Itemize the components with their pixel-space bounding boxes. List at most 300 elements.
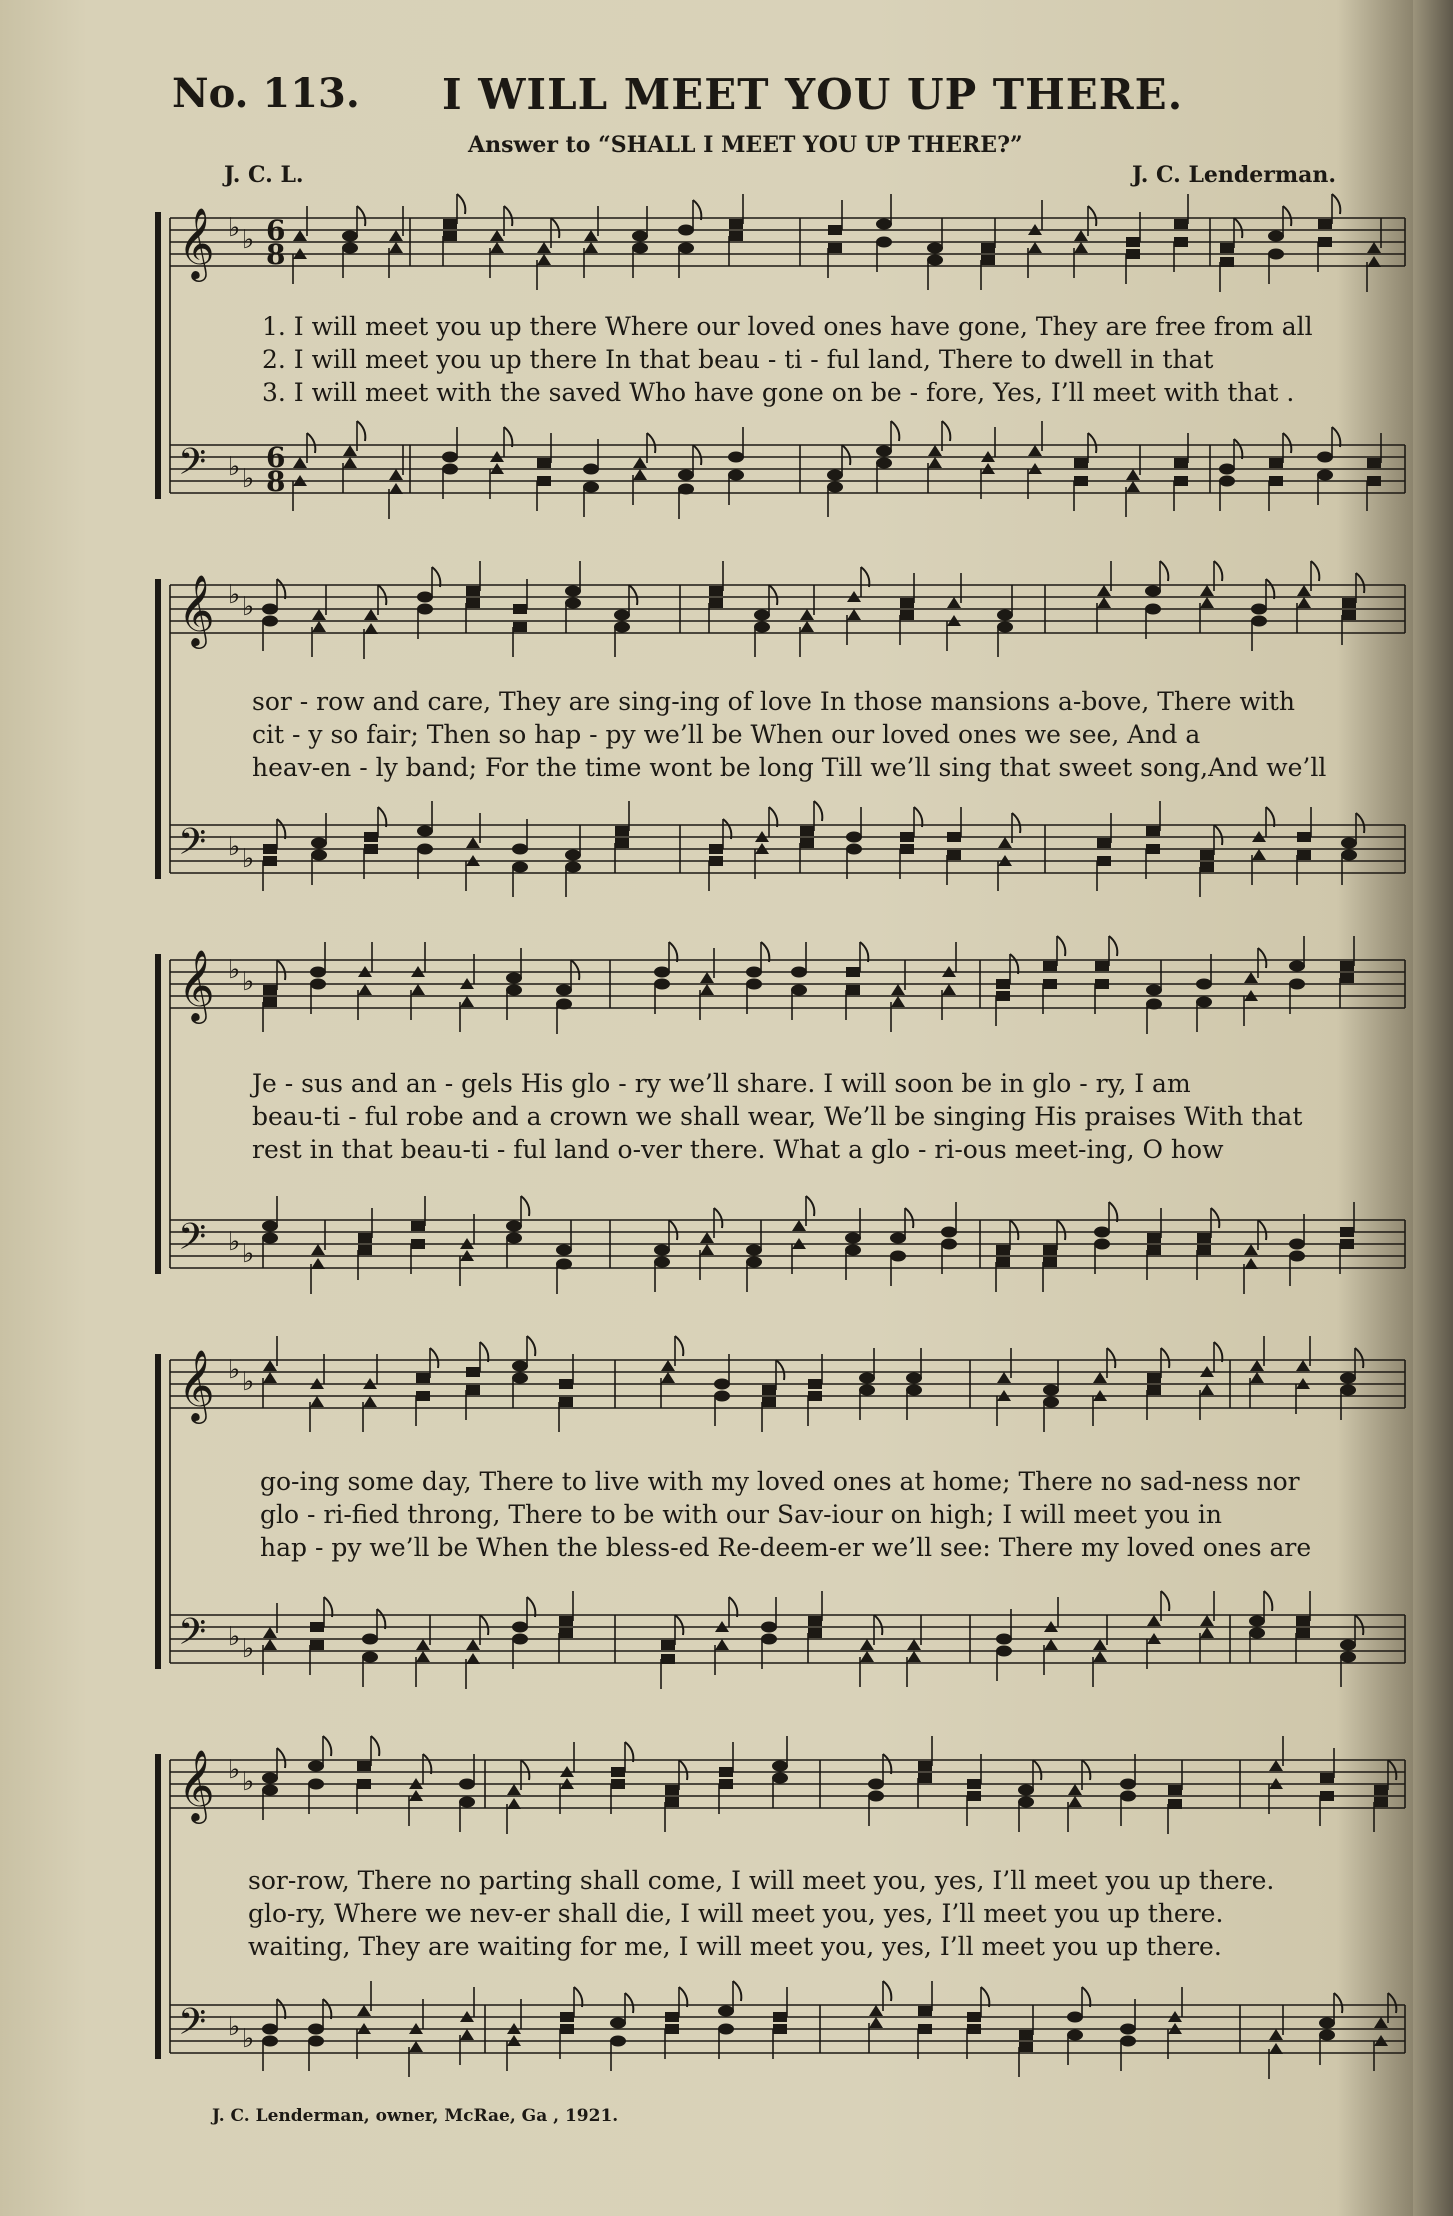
lyric-verse-2: beau-ti - ful robe and a crown we shall wear, We’ll be singing His praises With that	[252, 1102, 1303, 1131]
shape-note-head	[678, 484, 694, 495]
shape-note-head	[1120, 1779, 1136, 1790]
shape-note-head	[1126, 249, 1140, 259]
shape-note-head	[654, 1245, 670, 1256]
shape-note-head	[565, 598, 581, 609]
shape-note-head	[466, 1639, 480, 1650]
shape-note-head	[583, 464, 599, 475]
shape-note-head	[996, 1257, 1010, 1267]
shape-note-head	[583, 482, 599, 493]
shape-note-head	[1097, 856, 1111, 866]
lyrics-system-3	[252, 1067, 1302, 1166]
note-flag	[277, 1748, 285, 1768]
shape-note-head	[1200, 585, 1214, 596]
note-flag	[480, 1342, 488, 1362]
shape-note-head	[442, 464, 458, 475]
shape-note-head	[1251, 604, 1267, 615]
note-flag	[1356, 813, 1364, 833]
shape-note-head	[1319, 2018, 1335, 2029]
note-flag	[307, 433, 315, 453]
shape-note-head	[311, 850, 327, 861]
shape-note-head	[409, 2041, 423, 2052]
shape-note-head	[1019, 2030, 1033, 2040]
shape-note-head	[967, 2024, 981, 2034]
shape-note-head	[262, 2024, 278, 2035]
note-flag	[891, 421, 899, 441]
shape-note-head	[808, 1616, 822, 1626]
shape-note-head	[846, 985, 860, 995]
note-flag	[1088, 206, 1096, 226]
note-flag	[1388, 1760, 1396, 1780]
shape-note-head	[900, 832, 914, 842]
shape-note-head	[263, 1360, 277, 1371]
flat-sign: ♭	[228, 213, 241, 243]
shape-note-head	[358, 1245, 372, 1255]
shape-note-head	[537, 254, 551, 265]
note-flag	[1332, 194, 1340, 214]
hymn-number: No. 113.	[172, 70, 360, 117]
shape-note-head	[1043, 1257, 1057, 1267]
note-flag	[371, 1736, 379, 1756]
copyright-footer: J. C. Lenderman, owner, McRae, Ga , 1921.	[212, 2106, 619, 2126]
lyrics-system-1	[262, 310, 1313, 409]
shape-note-head	[1120, 2024, 1136, 2035]
shape-note-head	[614, 610, 630, 621]
shape-note-head	[661, 1654, 675, 1664]
shape-note-head	[1269, 458, 1283, 468]
shape-note-head	[665, 1797, 679, 1807]
shape-note-head	[1043, 1397, 1059, 1408]
bass-clef: 𝄢	[178, 2001, 207, 2052]
shape-note-head	[1219, 464, 1235, 475]
shape-note-head	[700, 1232, 714, 1243]
shape-note-head	[311, 838, 327, 849]
shape-note-head	[459, 1797, 475, 1808]
shape-note-head	[869, 2017, 883, 2028]
flat-sign: ♭	[242, 2024, 255, 2054]
note-flag	[1214, 825, 1222, 845]
note-flag	[1161, 1348, 1169, 1368]
note-flag	[430, 1348, 438, 1368]
shape-note-head	[791, 985, 807, 996]
shape-note-head	[1249, 1628, 1265, 1639]
shape-note-head	[559, 1379, 573, 1389]
lyric-verse-2: glo - ri-fied throng, There to be with our Sav-iour on high; I will meet you in	[260, 1500, 1223, 1529]
time-signature-top: 6	[266, 214, 286, 247]
note-flag	[776, 1360, 784, 1380]
shape-note-head	[310, 1396, 324, 1407]
flat-sign: ♭	[228, 955, 241, 985]
note-flag	[277, 1999, 285, 2019]
shape-note-head	[1342, 610, 1356, 620]
shape-note-head	[1094, 1239, 1110, 1250]
shape-note-head	[729, 231, 743, 241]
shape-note-head	[411, 1239, 425, 1249]
shape-note-head	[262, 604, 278, 615]
shape-note-head	[1220, 257, 1234, 267]
shape-note-head	[565, 586, 581, 597]
flat-sign: ♭	[242, 1767, 255, 1797]
note-flag	[679, 1987, 687, 2007]
note-flag	[1355, 1615, 1363, 1635]
shape-note-head	[1244, 972, 1258, 983]
shape-note-head	[611, 1779, 625, 1789]
shape-note-head	[1268, 249, 1284, 260]
note-flag	[324, 1597, 332, 1617]
note-flag	[423, 1754, 431, 1774]
shape-note-head	[1043, 1385, 1059, 1396]
shape-note-head	[343, 457, 357, 468]
shape-note-head	[1297, 597, 1311, 608]
shape-note-head	[918, 1761, 932, 1771]
shape-note-head	[512, 1634, 528, 1645]
shape-note-head	[364, 609, 378, 620]
shape-note-head	[1120, 2036, 1136, 2047]
shape-note-head	[363, 1396, 377, 1407]
shape-note-head	[1340, 1652, 1356, 1663]
note-flag	[693, 445, 701, 465]
shape-note-head	[860, 1639, 874, 1650]
shape-note-head	[262, 1221, 278, 1232]
shape-note-head	[1067, 2030, 1083, 2041]
shape-note-head	[1043, 1245, 1057, 1255]
shape-note-head	[357, 1779, 371, 1789]
bass-clef: 𝄢	[178, 441, 207, 492]
note-flag	[521, 1760, 529, 1780]
shape-note-head	[389, 469, 403, 480]
shape-note-head	[967, 1779, 981, 1789]
shape-note-head	[729, 219, 743, 229]
lyric-verse-1: 1. I will meet you up there Where our loved ones have gone, They are free from all	[262, 312, 1313, 341]
shape-note-head	[584, 230, 598, 241]
shape-note-head	[1289, 1251, 1305, 1262]
treble-clef: 𝄞	[178, 573, 215, 646]
shape-note-head	[947, 597, 961, 608]
shape-note-head	[1126, 481, 1140, 492]
shape-note-head	[746, 1245, 762, 1256]
shape-note-head	[791, 967, 807, 978]
treble-clef: 𝄞	[178, 1748, 215, 1821]
note-flag	[457, 194, 465, 214]
shape-note-head	[941, 1239, 957, 1250]
shape-note-head	[918, 2024, 932, 2034]
note-flag	[527, 1597, 535, 1617]
shape-note-head	[1028, 242, 1042, 253]
shape-note-head	[1244, 1244, 1258, 1255]
shape-note-head	[918, 1773, 932, 1783]
shape-note-head	[890, 1233, 906, 1244]
shape-note-head	[859, 1373, 875, 1384]
shape-note-head	[416, 1651, 430, 1662]
shape-note-head	[1196, 997, 1212, 1008]
time-signature-bottom: 8	[266, 238, 286, 271]
shape-note-head	[714, 1379, 730, 1390]
shape-note-head	[1145, 604, 1161, 615]
note-flag	[323, 1999, 331, 2019]
shape-note-head	[678, 243, 694, 254]
shape-note-head	[654, 967, 670, 978]
shape-note-head	[364, 623, 378, 634]
shape-note-head	[1147, 1385, 1161, 1395]
shape-note-head	[1340, 1373, 1356, 1384]
shape-note-head	[263, 856, 277, 866]
note-flag	[1332, 427, 1340, 447]
shape-note-head	[654, 979, 670, 990]
flat-sign: ♭	[242, 1634, 255, 1664]
shape-note-head	[728, 470, 744, 481]
note-flag	[1033, 1760, 1041, 1780]
shape-note-head	[1297, 832, 1311, 842]
shape-note-head	[512, 1373, 528, 1384]
shape-note-head	[611, 1767, 625, 1777]
note-flag	[1082, 1987, 1090, 2007]
shape-note-head	[947, 850, 961, 860]
shape-note-head	[1289, 979, 1305, 990]
shape-note-head	[719, 1779, 733, 1789]
flat-sign: ♭	[242, 1239, 255, 1269]
flat-sign: ♭	[242, 225, 255, 255]
shape-note-head	[808, 1628, 822, 1638]
flat-sign: ♭	[242, 592, 255, 622]
shape-note-head	[466, 1653, 480, 1664]
bass-clef: 𝄢	[178, 1216, 207, 1267]
shape-note-head	[661, 1640, 675, 1650]
shape-note-head	[556, 1245, 572, 1256]
shape-note-head	[1318, 219, 1332, 229]
shape-note-head	[1018, 1785, 1034, 1796]
shape-note-head	[1317, 452, 1333, 463]
treble-clef: 𝄞	[178, 1348, 215, 1421]
flat-sign: ♭	[228, 832, 241, 862]
shape-note-head	[1068, 1796, 1082, 1807]
shape-note-head	[860, 1651, 874, 1662]
note-flag	[378, 807, 386, 827]
shape-note-head	[928, 457, 942, 468]
lyrics-system-5	[248, 1864, 1274, 1963]
shape-note-head	[700, 972, 714, 983]
flat-sign: ♭	[242, 464, 255, 494]
note-flag	[981, 1987, 989, 2007]
shape-note-head	[718, 2024, 734, 2035]
shape-note-head	[537, 476, 551, 486]
shape-note-head	[610, 2018, 626, 2029]
note-flag	[769, 807, 777, 827]
shape-note-head	[808, 1379, 822, 1389]
shape-note-head	[506, 1233, 522, 1244]
shape-note-head	[1250, 1372, 1264, 1383]
shape-note-head	[1249, 1616, 1265, 1627]
shape-note-head	[342, 243, 358, 254]
shape-note-head	[389, 483, 403, 494]
shape-note-head	[364, 844, 378, 854]
note-flag	[761, 942, 769, 962]
shape-note-head	[900, 610, 914, 620]
lyrics-system-4	[260, 1465, 1311, 1564]
shape-note-head	[417, 826, 433, 837]
hymn-subtitle: Answer to “SHALL I MEET YOU UP THERE?”	[468, 132, 1023, 158]
note-flag	[1010, 954, 1018, 974]
shape-note-head	[1197, 1233, 1211, 1243]
note-flag	[1161, 1591, 1169, 1611]
shape-note-head	[1269, 2029, 1283, 2040]
composer-name: J. C. Lenderman.	[1132, 162, 1337, 188]
shape-note-head	[293, 230, 307, 241]
shape-note-head	[362, 1634, 378, 1645]
shape-note-head	[997, 610, 1013, 621]
shape-note-head	[1340, 1239, 1354, 1249]
shape-note-head	[761, 1634, 777, 1645]
shape-note-head	[1220, 243, 1234, 253]
shape-note-head	[661, 1360, 675, 1371]
shape-note-head	[1147, 1615, 1161, 1626]
shape-note-head	[559, 1628, 573, 1638]
poet-initials: J. C. L.	[224, 162, 304, 188]
shape-note-head	[389, 230, 403, 241]
note-flag	[1264, 1591, 1272, 1611]
shape-note-head	[559, 1397, 573, 1407]
shape-note-head	[1147, 1373, 1161, 1383]
shape-note-head	[614, 622, 630, 633]
shape-note-head	[311, 1244, 325, 1255]
shape-note-head	[1074, 242, 1088, 253]
shape-note-head	[827, 482, 843, 493]
shape-note-head	[416, 1391, 430, 1401]
note-flag	[914, 807, 922, 827]
shape-note-head	[661, 1372, 675, 1383]
shape-note-head	[466, 586, 480, 596]
shape-note-head	[981, 243, 995, 253]
note-flag	[521, 1196, 529, 1216]
shape-note-head	[808, 1391, 822, 1401]
lyric-verse-3: waiting, They are waiting for me, I will meet you, yes, I’ll meet you up there.	[248, 1932, 1222, 1961]
shape-note-head	[967, 1791, 981, 1801]
shape-note-head	[665, 2012, 679, 2022]
shape-note-head	[1200, 862, 1214, 872]
note-flag	[1160, 561, 1168, 581]
shape-note-head	[633, 457, 647, 468]
shape-note-head	[891, 984, 905, 995]
shape-note-head	[846, 844, 862, 855]
note-flag	[1057, 936, 1065, 956]
shape-note-head	[1297, 585, 1311, 596]
note-flag	[551, 218, 559, 238]
note-flag	[625, 1993, 633, 2013]
shape-note-head	[263, 844, 277, 854]
shape-note-head	[761, 1622, 777, 1633]
shape-note-head	[506, 1221, 522, 1232]
shape-note-head	[490, 242, 504, 253]
time-signature-bottom: 8	[266, 465, 286, 498]
shape-note-head	[1320, 1791, 1334, 1801]
note-flag	[1266, 579, 1274, 599]
shape-note-head	[262, 1773, 278, 1784]
shape-note-head	[828, 243, 842, 253]
shape-note-head	[967, 2012, 981, 2022]
shape-note-head	[1146, 999, 1162, 1010]
note-flag	[1311, 561, 1319, 581]
shape-note-head	[890, 1251, 906, 1262]
shape-note-head	[466, 1367, 480, 1377]
shape-note-head	[1174, 476, 1188, 486]
note-flag	[527, 1336, 535, 1356]
shape-note-head	[827, 470, 843, 481]
note-flag	[714, 1208, 722, 1228]
shape-note-head	[308, 2036, 324, 2047]
note-flag	[1211, 1208, 1219, 1228]
lyric-verse-1: sor-row, There no parting shall come, I will meet you, yes, I’ll meet you up there.	[248, 1866, 1275, 1895]
shape-note-head	[1250, 1360, 1264, 1371]
shape-note-head	[293, 457, 307, 468]
shape-note-head	[715, 1639, 729, 1650]
note-flag	[1012, 813, 1020, 833]
shape-note-head	[718, 2006, 734, 2017]
shape-note-head	[709, 844, 723, 854]
shape-note-head	[490, 230, 504, 241]
shape-note-head	[411, 984, 425, 995]
note-flag	[861, 567, 869, 587]
flat-sign: ♭	[228, 1622, 241, 1652]
shape-note-head	[996, 991, 1010, 1001]
shape-note-head	[1341, 838, 1357, 849]
shape-note-head	[416, 1639, 430, 1650]
note-flag	[1283, 433, 1291, 453]
shape-note-head	[846, 832, 862, 843]
shape-note-head	[918, 2006, 932, 2016]
shape-note-head	[1200, 1627, 1214, 1638]
shape-note-head	[507, 1798, 521, 1809]
shape-note-head	[1296, 1616, 1310, 1626]
shape-note-head	[876, 219, 892, 230]
shape-note-head	[584, 242, 598, 253]
shape-note-head	[1296, 1628, 1310, 1638]
note-flag	[432, 567, 440, 587]
shape-note-head	[556, 985, 572, 996]
note-flag	[1234, 439, 1242, 459]
shape-note-head	[262, 1233, 278, 1244]
shape-note-head	[709, 586, 723, 596]
shape-note-head	[762, 1385, 776, 1395]
flat-sign: ♭	[228, 1355, 241, 1385]
shape-note-head	[1319, 2030, 1335, 2041]
shape-note-head	[633, 469, 647, 480]
shape-note-head	[665, 2024, 679, 2034]
shape-note-head	[263, 1372, 277, 1383]
shape-note-head	[762, 1397, 776, 1407]
shape-note-head	[310, 979, 326, 990]
shape-note-head	[800, 621, 814, 632]
note-flag	[357, 421, 365, 441]
shape-note-head	[754, 622, 770, 633]
note-flag	[277, 960, 285, 980]
shape-note-head	[1168, 1785, 1182, 1795]
shape-note-head	[998, 837, 1012, 848]
shape-note-head	[859, 1385, 875, 1396]
shape-note-head	[996, 1634, 1012, 1645]
note-flag	[679, 1760, 687, 1780]
shape-note-head	[728, 452, 744, 463]
bass-clef: 𝄢	[178, 1611, 207, 1662]
shape-note-head	[1374, 1785, 1388, 1795]
flat-sign: ♭	[228, 580, 241, 610]
shape-note-head	[869, 2005, 883, 2016]
shape-note-head	[357, 2005, 371, 2016]
shape-note-head	[1019, 2042, 1033, 2052]
note-flag	[377, 1609, 385, 1629]
lyric-verse-1: go-ing some day, There to live with my loved ones at home; There no sad-ness nor	[260, 1467, 1300, 1496]
shape-note-head	[610, 2036, 626, 2047]
shape-note-head	[1174, 219, 1188, 229]
shape-note-head	[537, 242, 551, 253]
shape-note-head	[565, 862, 581, 873]
